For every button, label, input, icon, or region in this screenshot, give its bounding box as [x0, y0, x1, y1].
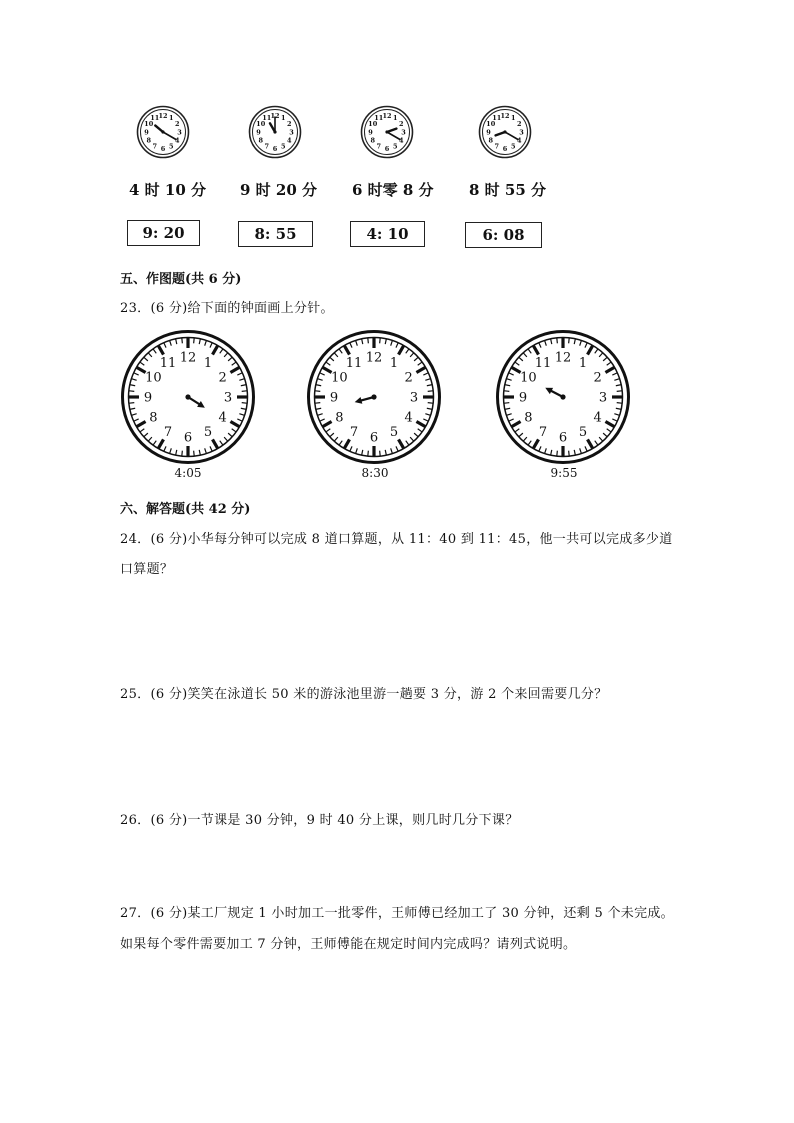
clock-numeral: 7 [152, 142, 158, 151]
clock-numeral: 2 [404, 370, 413, 386]
time-label-1: 4 时 10 分 [129, 181, 206, 199]
clock-numeral: 6 [183, 430, 193, 446]
clock-center [371, 394, 376, 399]
clock-numeral: 10 [256, 120, 266, 129]
question-23: 23．(6 分)给下面的钟面画上分针。 [120, 301, 334, 316]
minute-tick [194, 338, 195, 343]
clock-numeral: 6 [558, 430, 568, 446]
clock-numeral: 5 [510, 142, 516, 151]
clock-numeral: 2 [218, 370, 227, 386]
time-label-2: 9 时 20 分 [240, 181, 317, 199]
clock-numeral: 8 [488, 136, 493, 145]
time-label-4: 8 时 55 分 [469, 181, 546, 199]
clock-numeral: 4 [175, 136, 180, 145]
question-24-line-2: 口算题？ [120, 562, 174, 577]
minute-tick [428, 391, 433, 392]
answer-box-2: 8: 55 [238, 221, 313, 247]
clock-numeral: 2 [399, 120, 404, 129]
clock-numeral: 9 [486, 128, 491, 137]
clock-numeral: 11 [492, 114, 502, 123]
clock-center [161, 130, 164, 133]
clock-numeral: 2 [517, 120, 522, 129]
clock-numeral: 4 [404, 410, 413, 426]
clock-numeral: 5 [578, 425, 588, 441]
clock-numeral: 6 [272, 144, 278, 153]
clock-numeral: 3 [598, 390, 608, 406]
minute-tick [504, 391, 509, 392]
clock-numeral: 2 [287, 120, 292, 129]
small-clock-3 [360, 105, 414, 159]
clock-numeral: 6 [384, 144, 390, 153]
minute-tick [368, 338, 369, 343]
question-27-line-1: 27．(6 分)某工厂规定 1 小时加工一批零件，王师傅已经加工了 30 分钟，还剩 5 个未完成。 [120, 906, 674, 921]
clock-numeral: 9 [368, 128, 373, 137]
clock-numeral: 12 [500, 111, 510, 120]
clock-numeral: 4 [287, 136, 292, 145]
clock-numeral: 1 [280, 114, 286, 123]
clock-face-1 [136, 105, 190, 159]
question-27-line-2: 如果每个零件需要加工 7 分钟，王师傅能在规定时间内完成吗？请列式说明。 [120, 937, 577, 952]
question-24-line-1: 24．(6 分)小华每分钟可以完成 8 道口算题，从 11：40 到 11：45，他一共可以完成多少道 [120, 532, 673, 547]
big-clock-2 [306, 329, 442, 469]
minute-tick [617, 391, 622, 392]
clock-numeral: 12 [158, 111, 168, 120]
clock-numeral: 8 [149, 410, 158, 426]
clock-numeral: 7 [163, 425, 173, 441]
clock-numeral: 7 [264, 142, 270, 151]
clock-numeral: 12 [270, 111, 280, 120]
answer-box-4: 6: 08 [465, 222, 542, 248]
clock-numeral: 2 [175, 120, 180, 129]
answer-box-3: 4: 10 [350, 221, 425, 247]
clock-numeral: 10 [331, 370, 348, 386]
clock-numeral: 12 [365, 350, 383, 366]
clock-numeral: 6 [502, 144, 508, 153]
clock-numeral: 4 [218, 410, 227, 426]
clock-numeral: 8 [146, 136, 151, 145]
clock-numeral: 7 [376, 142, 382, 151]
clock-numeral: 10 [368, 120, 378, 129]
minute-tick [182, 451, 183, 456]
clock-numeral: 1 [203, 355, 213, 371]
clock-numeral: 7 [494, 142, 500, 151]
clock-numeral: 3 [519, 128, 524, 137]
clock-numeral: 9 [329, 390, 339, 406]
big-clock-1 [120, 329, 256, 469]
minute-tick [182, 338, 183, 343]
clock-numeral: 11 [159, 355, 177, 371]
clock-numeral: 6 [369, 430, 379, 446]
clock-numeral: 10 [144, 120, 154, 129]
clock-numeral: 6 [160, 144, 166, 153]
question-26: 26．(6 分)一节课是 30 分钟，9 时 40 分上课，则几时几分下课？ [120, 813, 519, 828]
minute-tick [242, 391, 247, 392]
clock-numeral: 11 [262, 114, 272, 123]
clock-numeral: 9 [518, 390, 528, 406]
small-clock-2 [248, 105, 302, 159]
minute-tick [557, 451, 558, 456]
clock-numeral: 3 [409, 390, 419, 406]
minute-tick [569, 451, 570, 456]
clock-numeral: 10 [486, 120, 496, 129]
clock-numeral: 5 [392, 142, 398, 151]
big-clock-caption-1: 4:05 [174, 466, 202, 480]
clock-numeral: 4 [517, 136, 522, 145]
clock-numeral: 1 [510, 114, 516, 123]
clock-numeral: 5 [203, 425, 213, 441]
minute-tick [242, 403, 247, 404]
clock-numeral: 4 [399, 136, 404, 145]
minute-tick [557, 338, 558, 343]
clock-numeral: 12 [179, 350, 197, 366]
clock-numeral: 3 [289, 128, 294, 137]
clock-numeral: 8 [335, 410, 344, 426]
clock-numeral: 1 [389, 355, 399, 371]
clock-numeral: 3 [401, 128, 406, 137]
big-clock-3 [495, 329, 631, 469]
big-clock-face-3 [495, 329, 631, 465]
minute-tick [617, 403, 622, 404]
clock-numeral: 7 [538, 425, 548, 441]
clock-numeral: 5 [389, 425, 399, 441]
time-label-3: 6 时零 8 分 [352, 181, 434, 199]
big-clock-face-2 [306, 329, 442, 465]
minute-tick [428, 403, 433, 404]
minute-tick [504, 403, 509, 404]
clock-numeral: 10 [520, 370, 537, 386]
clock-numeral: 4 [593, 410, 602, 426]
clock-center [560, 394, 565, 399]
minute-tick [380, 338, 381, 343]
small-clock-1 [136, 105, 190, 159]
clock-face-4 [478, 105, 532, 159]
clock-numeral: 9 [143, 390, 153, 406]
clock-numeral: 7 [349, 425, 359, 441]
clock-numeral: 3 [177, 128, 182, 137]
clock-numeral: 1 [578, 355, 588, 371]
minute-tick [129, 391, 134, 392]
small-clock-4 [478, 105, 532, 159]
minute-tick [315, 403, 320, 404]
clock-numeral: 11 [374, 114, 384, 123]
clock-numeral: 9 [144, 128, 149, 137]
clock-numeral: 2 [593, 370, 602, 386]
clock-numeral: 9 [256, 128, 261, 137]
section-6-title: 六、解答题(共 42 分) [120, 502, 251, 517]
section-5-title: 五、作图题(共 6 分) [120, 272, 242, 287]
minute-tick [129, 403, 134, 404]
minute-tick [194, 451, 195, 456]
minute-tick [380, 451, 381, 456]
clock-numeral: 11 [150, 114, 160, 123]
clock-numeral: 5 [168, 142, 174, 151]
clock-center [185, 394, 190, 399]
big-clock-face-1 [120, 329, 256, 465]
clock-numeral: 11 [345, 355, 363, 371]
clock-numeral: 1 [392, 114, 398, 123]
minute-tick [368, 451, 369, 456]
big-clock-caption-2: 8:30 [361, 466, 389, 480]
clock-center [503, 130, 506, 133]
answer-box-1: 9: 20 [127, 220, 200, 246]
minute-tick [315, 391, 320, 392]
clock-numeral: 11 [534, 355, 552, 371]
clock-center [273, 130, 276, 133]
clock-numeral: 12 [382, 111, 392, 120]
clock-numeral: 12 [554, 350, 572, 366]
clock-numeral: 3 [223, 390, 233, 406]
clock-numeral: 8 [258, 136, 263, 145]
clock-numeral: 10 [145, 370, 162, 386]
minute-tick [569, 338, 570, 343]
clock-numeral: 1 [168, 114, 174, 123]
clock-numeral: 8 [524, 410, 533, 426]
clock-center [385, 130, 388, 133]
clock-face-2 [248, 105, 302, 159]
big-clock-caption-3: 9:55 [550, 466, 578, 480]
clock-face-3 [360, 105, 414, 159]
clock-numeral: 5 [280, 142, 286, 151]
clock-numeral: 8 [370, 136, 375, 145]
question-25: 25．(6 分)笑笑在泳道长 50 米的游泳池里游一趟要 3 分，游 2 个来回需要几分？ [120, 687, 608, 702]
